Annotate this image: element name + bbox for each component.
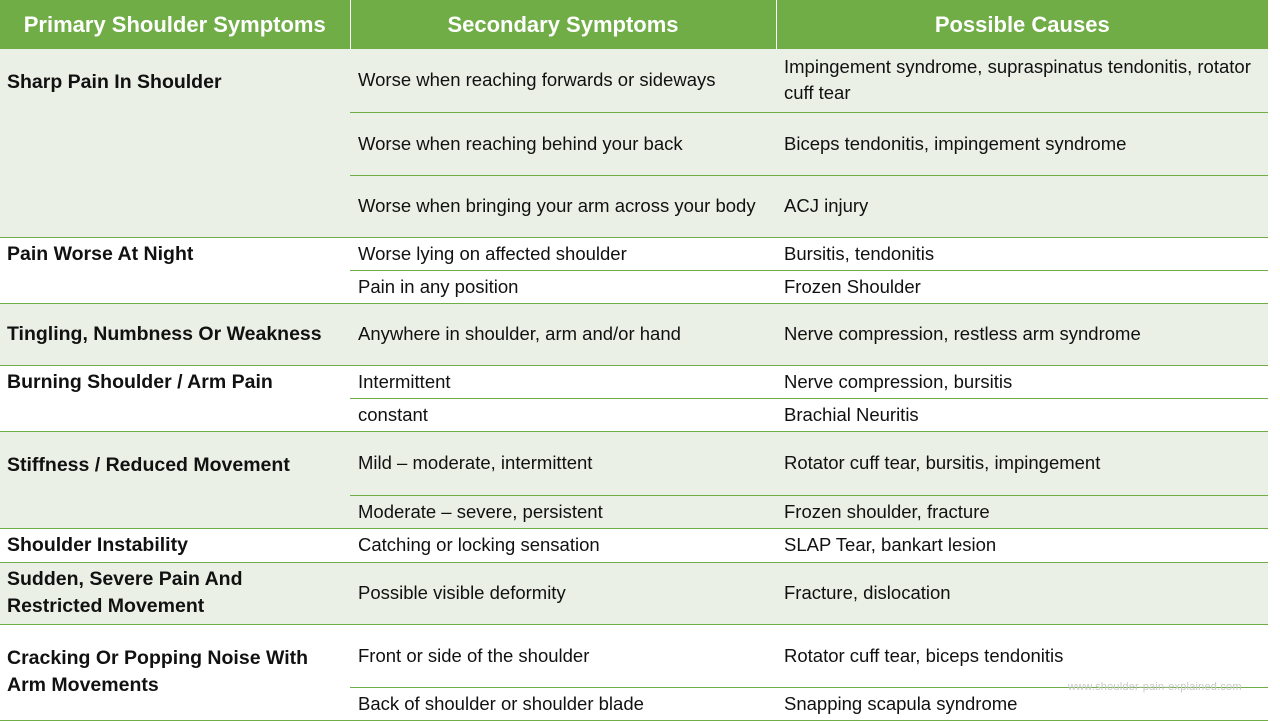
secondary-symptom: Worse when reaching behind your back — [350, 112, 776, 175]
table-row — [0, 624, 1268, 687]
secondary-symptom: Catching or locking sensation — [350, 528, 776, 562]
secondary-symptom: Worse lying on affected shoulder — [350, 237, 776, 270]
primary-symptom-tingling: Tingling, Numbness Or Weakness — [0, 303, 350, 365]
secondary-symptom: Anywhere in shoulder, arm and/or hand — [350, 303, 776, 365]
primary-symptom-stiffness: Stiffness / Reduced Movement — [0, 431, 350, 528]
header-secondary-symptoms: Secondary Symptoms — [350, 0, 776, 49]
possible-cause: Bursitis, tendonitis — [776, 237, 1268, 270]
primary-symptom-sudden-pain: Sudden, Severe Pain And Restricted Movement — [0, 562, 350, 624]
possible-cause: Nerve compression, restless arm syndrome — [776, 303, 1268, 365]
possible-cause: SLAP Tear, bankart lesion — [776, 528, 1268, 562]
possible-cause: ACJ injury — [776, 175, 1268, 237]
table-row — [0, 528, 1268, 562]
secondary-symptom: Worse when bringing your arm across your body — [350, 175, 776, 237]
secondary-symptom: Intermittent — [350, 365, 776, 398]
possible-cause: Fracture, dislocation — [776, 562, 1268, 624]
header-primary-symptoms: Primary Shoulder Symptoms — [0, 0, 350, 49]
primary-symptom-night-pain: Pain Worse At Night — [0, 237, 350, 303]
possible-cause: Rotator cuff tear, bursitis, impingement — [776, 431, 1268, 495]
watermark: www.shoulder-pain-explained.com — [1068, 681, 1242, 693]
possible-cause: Impingement syndrome, supraspinatus tendonitis, rotator cuff tear — [776, 49, 1268, 112]
primary-symptom-sharp-pain: Sharp Pain In Shoulder — [0, 49, 350, 237]
secondary-symptom: Back of shoulder or shoulder blade — [350, 687, 776, 720]
secondary-symptom: Worse when reaching forwards or sideways — [350, 49, 776, 112]
possible-cause: Nerve compression, bursitis — [776, 365, 1268, 398]
header-possible-causes: Possible Causes — [776, 0, 1268, 49]
possible-cause: Rotator cuff tear, biceps tendonitis — [776, 624, 1268, 687]
primary-symptom-burning: Burning Shoulder / Arm Pain — [0, 365, 350, 431]
secondary-symptom: constant — [350, 398, 776, 431]
possible-cause: Biceps tendonitis, impingement syndrome — [776, 112, 1268, 175]
table-row — [0, 562, 1268, 624]
secondary-symptom: Front or side of the shoulder — [350, 624, 776, 687]
table-row — [0, 237, 1268, 270]
secondary-symptom: Pain in any position — [350, 270, 776, 303]
secondary-symptom: Mild – moderate, intermittent — [350, 431, 776, 495]
table-row — [0, 365, 1268, 398]
possible-cause: Brachial Neuritis — [776, 398, 1268, 431]
primary-symptom-instability: Shoulder Instability — [0, 528, 350, 562]
possible-cause: Snapping scapula syndrome — [776, 687, 1268, 720]
secondary-symptom: Possible visible deformity — [350, 562, 776, 624]
table-header-row — [0, 0, 1268, 49]
primary-symptom-cracking: Cracking Or Popping Noise With Arm Movements — [0, 624, 350, 720]
table-row — [0, 431, 1268, 495]
table-row — [0, 49, 1268, 112]
secondary-symptom: Moderate – severe, persistent — [350, 495, 776, 528]
possible-cause: Frozen shoulder, fracture — [776, 495, 1268, 528]
table-row — [0, 303, 1268, 365]
possible-cause: Frozen Shoulder — [776, 270, 1268, 303]
